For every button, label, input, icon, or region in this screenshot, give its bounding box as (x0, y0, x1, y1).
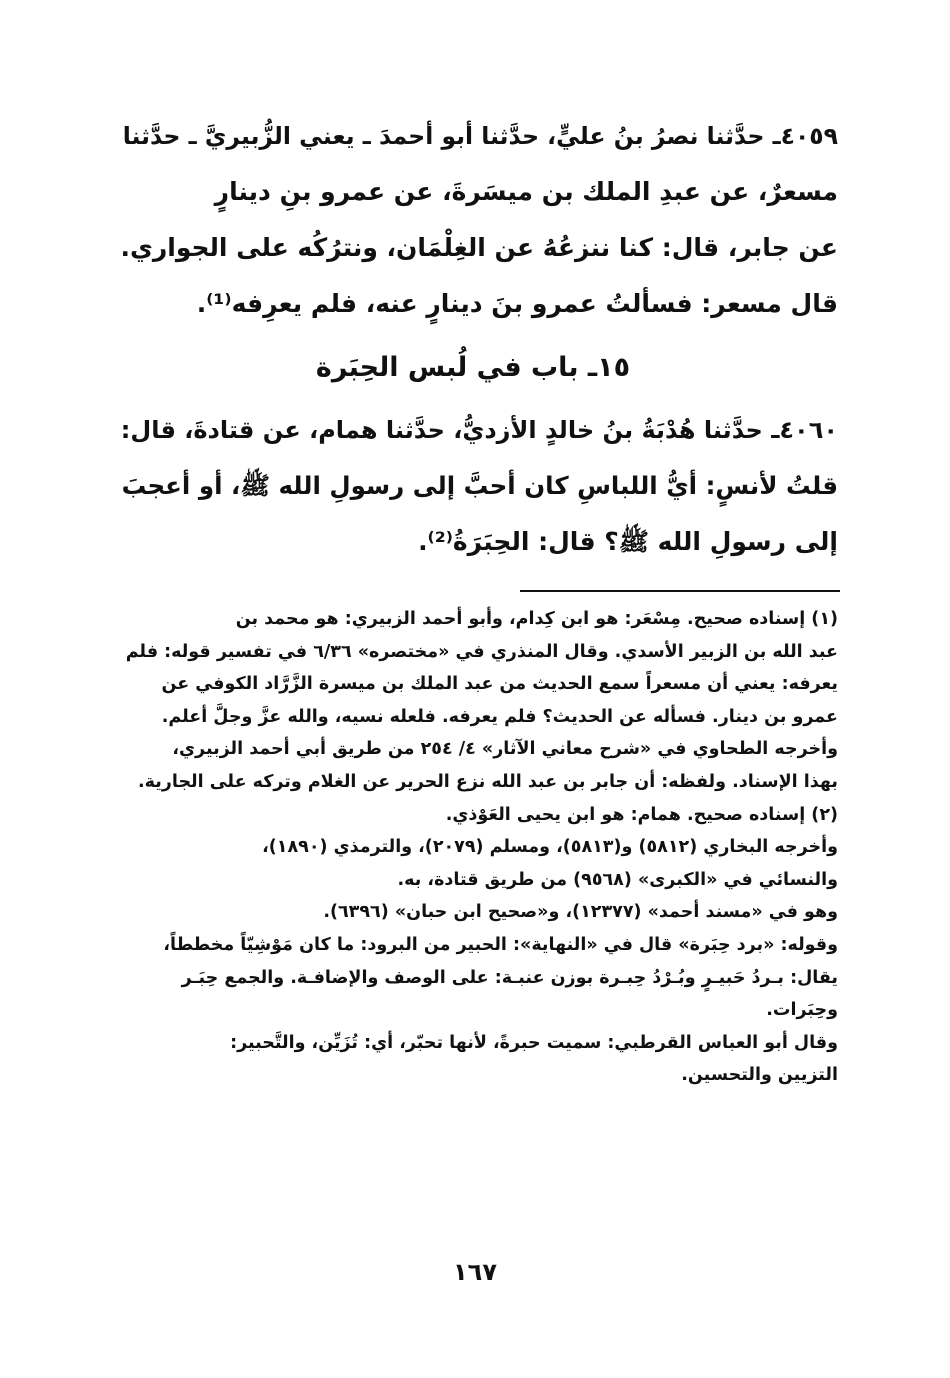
footnote-line: بهذا الإسناد. ولفظه: أن جابر بن عبد الله نزع الحرير عن الغلام وتركه على الجارية. (137, 771, 838, 792)
footnote-line: وقال أبو العباس القرطبي: سميت حبرةً، لأنها تحبّر، أي: تُزَيِّن، والتَّحبير: (230, 1032, 838, 1053)
footnote-line: التزيين والتحسين. (681, 1065, 838, 1086)
footnote-line: وقوله: «برد حِبَرة» قال في «النهاية»: الحبير من البرود: ما كان مَوْشِيّاً مخططاً، (163, 934, 838, 955)
hadith-4059-line-2: مسعرٌ، عن عبدِ الملك بن ميسَرةَ، عن عمرو بنِ دينارٍ (214, 177, 838, 206)
footnote-line: عبد الله بن الزبير الأسدي. وقال المنذري في «مختصره» ٦/٣٦ في تفسير قوله: فلم (125, 641, 838, 662)
chapter-title: ١٥ـ باب في لُبس الحِبَرة (315, 352, 631, 383)
hadith-4059-line-4: قال مسعر: فسألتُ عمرو بنَ دينارٍ عنه، فلم يعرِفه⁽¹⁾. (196, 289, 838, 318)
footnote-divider (520, 590, 840, 592)
hadith-4060-line-1: ٤٠٦٠ـ حدَّثنا هُدْبَةُ بنُ خالدٍ الأزديُّ، حدَّثنا همام، عن قتادةَ، قال: (120, 416, 838, 444)
footnote-line: وأخرجه البخاري (٥٨١٢) و(٥٨١٣)، ومسلم (٢٠٧٩)، والترمذي (١٨٩٠)، (262, 837, 838, 858)
footnote-line: (٢) إسناده صحيح. همام: هو ابن يحيى العَوْذي. (445, 804, 838, 825)
footnote-line: عمرو بن دينار. فسأله عن الحديث؟ فلم يعرفه. فلعله نسيه، والله عزَّ وجلَّ أعلم. (161, 706, 838, 727)
hadith-4060-line-3: إلى رسولِ الله ﷺ؟ قال: الحِبَرَةُ⁽²⁾. (418, 527, 838, 556)
footnote-line: وحِبَرات. (766, 1000, 838, 1021)
page-number: ١٦٧ (453, 1258, 497, 1286)
hadith-4059-line-3: عن جابر، قال: كنا ننزعُهُ عن الغِلْمَان، ونترُكُه على الجواري. (120, 233, 838, 262)
footnote-line: يقال: بـردُ حَبيـرٍ وبُـرْدُ حِبـرة بوزن عنبـة: على الوصف والإضافـة. والجمع حِبَـر (181, 967, 838, 988)
hadith-4060-line-2: قلتُ لأنسٍ: أيُّ اللباسِ كان أحبَّ إلى رسولِ الله ﷺ، أو أعجبَ (121, 471, 838, 500)
footnotes (108, 603, 838, 1092)
footnote-line: يعرفه: يعني أن مسعراً سمع الحديث من عبد الملك بن ميسرة الزَّرَّاد الكوفي عن (161, 674, 838, 695)
footnote-line: والنسائي في «الكبرى» (٩٥٦٨) من طريق قتادة، به. (397, 869, 838, 890)
hadith-4059-line-1: ٤٠٥٩ـ حدَّثنا نصرُ بنُ عليٍّ، حدَّثنا أبو أحمدَ ـ يعني الزُّبيريَّ ـ حدَّثنا (122, 122, 838, 150)
footnote-line: وأخرجه الطحاوي في «شرح معاني الآثار» ٤/ ٢٥٤ من طريق أبي أحمد الزبيري، (172, 739, 838, 760)
main-text (108, 108, 838, 570)
footnote-line: وهو في «مسند أحمد» (١٢٣٧٧)، و«صحيح ابن حبان» (٦٣٩٦). (323, 902, 838, 923)
footnote-line: (١) إسناده صحيح. مِسْعَر: هو ابن كِدام، وأبو أحمد الزبيري: هو محمد بن (235, 609, 838, 629)
